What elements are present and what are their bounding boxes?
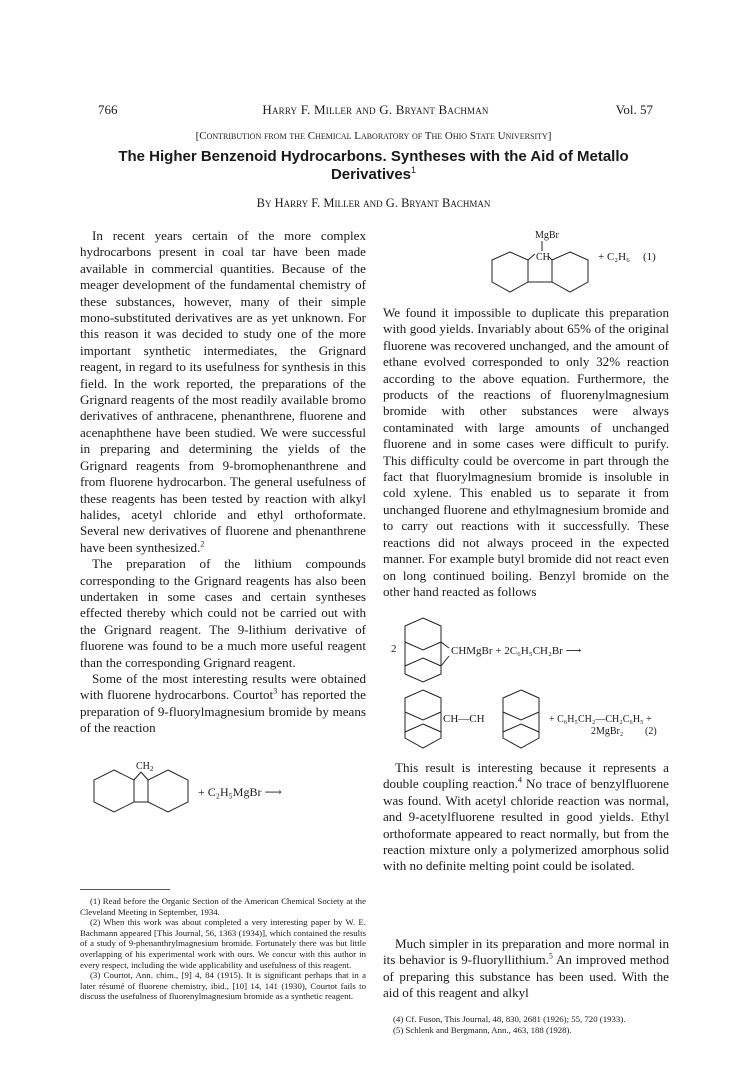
footnote: (3) Courtot, Ann. chim., [9] 4, 84 (1915). It is significant perhaps that in a later résumé of fluorene chemistry, ibid., [10] 14, 141 (1930), Courtot fails to discuss the usefulness of fluorenylmagnesium bromide as a synthetic reagent. <box>80 970 366 1002</box>
running-authors: Harry F. Miller and G. Bryant Bachman <box>262 102 489 117</box>
fluorenyl-reactant-structure <box>405 618 449 682</box>
paragraph: We found it impossible to duplicate this preparation with good yields. Invariably about 65% of the original fluorene was recovered unchanged, and the amount of ethane evolved corresponded to only 32% reaction according to the above equation. Furthermore, the products of the reactions of fluorenylmagnesium bromide with other substances were always contaminated with large amounts of unchanged fluorene and in some cases were difficult to purify. This difficulty could be overcome in part through the fact that fluorylmagnesium bromide is insoluble in cold xylene. This enabled us to separate it from unchanged fluorene and ethylmagnesium bromide and to carry out reactions with it successfully. These reactions did not always proceed in the expected manner. For example butyl bromide did not react even on long continued boiling. Benzyl bromide on the other hand reacted as follows <box>383 305 669 599</box>
reaction-1-reagent: + C₂H₅MgBr ⟶ <box>198 785 282 799</box>
footnotes-left <box>80 896 366 1002</box>
article-title-text: The Higher Benzenoid Hydrocarbons. Syntheses with the Aid of Metallo Derivatives <box>118 148 629 183</box>
paragraph-text: Much simpler in its preparation and more normal in its behavior is 9-fluoryllithium. <box>383 936 669 968</box>
reaction-3-linker: CH—CH <box>443 713 485 725</box>
footnote: (5) Schlenk and Bergmann, Ann., 463, 188 (1928). <box>393 1024 572 1035</box>
left-column <box>80 228 366 737</box>
footnote: (1) Read before the Organic Section of the American Chemical Society at the Cleveland Meeting in September, 1934. <box>80 896 366 917</box>
ch2-subscript: 2 <box>150 765 154 773</box>
reaction-2-product: + C₂H₆ <box>598 251 630 263</box>
reaction-1-scheme <box>84 760 354 840</box>
paragraph <box>80 228 366 556</box>
reaction-2-number: (1) <box>643 251 656 263</box>
running-header <box>98 102 653 120</box>
coefficient-label: 2 <box>391 643 397 655</box>
paragraph-text: Some of the most interesting results were obtained with fluorene hydrocarbons. Courtot <box>80 670 366 703</box>
fluorene-structure <box>94 770 188 812</box>
page-number: 766 <box>98 102 118 117</box>
reaction-3-products-line1: + C₆H₅CH₂—CH₂C₆H₅ + <box>549 714 652 725</box>
article-title <box>80 148 667 184</box>
contribution-line: [Contribution from the Chemical Laboratory of The Ohio State University] <box>195 130 552 142</box>
paragraph-text: An improved method of preparing this substance has been used. With the aid of this reagent and alkyl <box>383 952 669 1001</box>
right-column-top <box>383 305 669 600</box>
footnote-mark: 3 <box>273 687 278 697</box>
ch-ring-label: CH <box>536 252 550 263</box>
paragraph-text: In recent years certain of the more complex hydrocarbons present in coal tar have been made available in commercial quantities. Because of the meager development of the fundamental chemistry of these substances, however, many of their simple mono-substituted derivatives are as yet unknown. For this reason it was decided to study one of the more important synthetic intermediates, the Grignard reagent, in regard to its usefulness for synthesis in this field. In the work reported, the preparations of the Grignard reagents of the most readily available bromo derivatives of anthracene, phenanthrene, fluorene and acenaphthene have been studied. We were successful in preparing and determining the yields of the Grignard reagents from 9-bromophenanthrene and from fluorene hydrocarbon. The general usefulness of these reagents has been tested by reaction with alkyl halides, acetyl chloride and ethyl orthoformate. Several new derivatives of fluorene and phenanthrene have been synthesized. <box>80 228 366 555</box>
footnote-mark: 4 <box>517 776 522 786</box>
paragraph: The preparation of the lithium compounds corresponding to the Grignard reagents has also been undertaken in some cases and certain syntheses effected thereby which could not be carried out with the Grignard reagent. The 9-lithium derivative of fluorene was found to be a much more useful reagent than the corresponding Grignard reagent. <box>80 556 366 670</box>
footnote: (4) Cf. Fuson, This Journal, 48, 830, 2681 (1926); 55, 720 (1933). <box>393 1014 626 1024</box>
reaction-3-reactants: CHMgBr + 2C₆H₅CH₂Br ⟶ <box>451 645 582 657</box>
paragraph-text: This result is interesting because it represents a double coupling reaction. <box>383 760 669 792</box>
right-column-middle <box>383 760 669 875</box>
paragraph <box>80 671 366 737</box>
volume-number: Vol. 57 <box>615 102 653 117</box>
reaction-3-products-line2: 2MgBr₂ <box>591 726 624 737</box>
paragraph-text: No trace of benzylfluorene was found. With acetyl chloride reaction was normal, and 9-acetylfluorene resulted in good yields. Ethyl orthoformate appeared to react normally, but from the reaction mixture only a polymerized amorphous solid with no definite melting point could be isolated. <box>383 776 669 874</box>
byline: By Harry F. Miller and G. Bryant Bachman <box>256 196 491 210</box>
footnote-rule <box>80 889 170 890</box>
footnotes-right <box>383 1014 669 1035</box>
footnote: (2) When this work was about completed a very interesting paper by W. E. Bachmann appeared [This Journal, 56, 1363 (1934)], which contained the results of a study of 9-phenanthrylmagnesium bromide. Fortunately there was but little overlapping of his experimental work with ours. We concur with this author in every respect, including the wide applicability and usefulness of this reagent. <box>80 917 366 970</box>
paragraph-text: has reported the preparation of 9-fluorylmagnesium bromide by means of the reaction <box>80 687 366 736</box>
mgbr-label: MgBr <box>535 230 559 241</box>
paragraph <box>383 936 669 1002</box>
footnote-mark: 5 <box>548 952 553 962</box>
footnote-mark: 2 <box>200 539 205 549</box>
paragraph <box>383 760 669 875</box>
reaction-3-scheme <box>383 612 673 752</box>
ch2-label: CH <box>136 761 150 772</box>
title-footnote-mark: 1 <box>411 165 417 175</box>
right-column-bottom <box>383 936 669 1002</box>
reaction-3-number: (2) <box>645 726 657 737</box>
reaction-2-scheme <box>480 226 680 302</box>
